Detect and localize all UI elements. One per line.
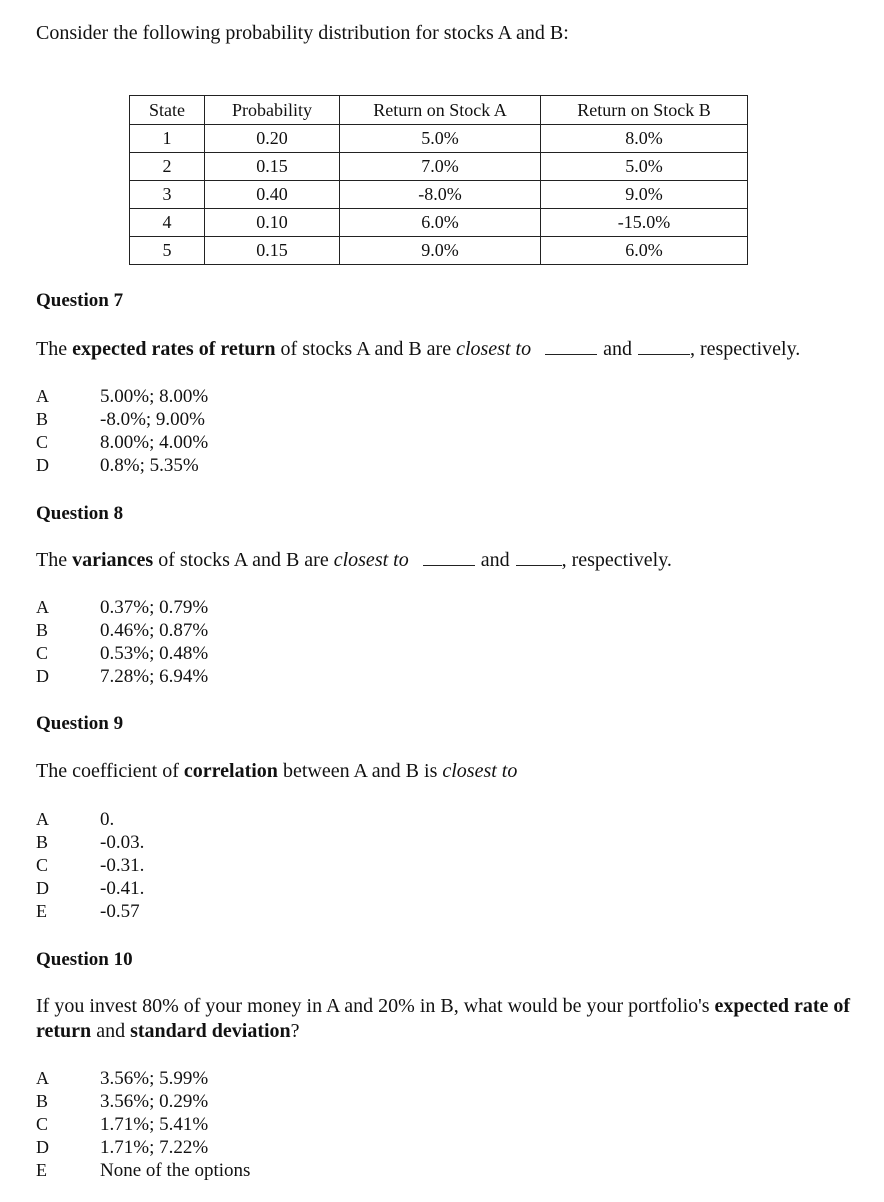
table-row [130,153,748,181]
question-bold-term: variances [72,549,154,571]
question-text-segment: , respectively. [689,338,801,360]
option-text: 0. [100,809,115,830]
question-text-segment: and [603,338,632,360]
table-cell: 5 [130,237,205,265]
question-8-heading: Question 8 [36,503,124,524]
table-cell: 0.20 [205,125,340,153]
table-cell: 0.10 [205,209,340,237]
option-letter: A [36,809,49,829]
option-text: 1.71%; 5.41% [100,1114,209,1135]
answer-blank [516,564,562,566]
table-row [130,237,748,265]
question-9-text [36,760,517,783]
option-letter: C [36,1114,49,1134]
option-text: 3.56%; 5.99% [100,1068,209,1089]
option-text: 0.53%; 0.48% [100,643,209,664]
option-letter: D [36,1137,49,1157]
table-cell: 1 [130,125,205,153]
question-text-segment: between A and B is [277,760,443,782]
question-text-segment: ? [290,1020,300,1042]
question-bold-term: expected rate of return [36,995,851,1042]
question-bold-term: correlation [183,760,278,782]
option-letter: B [36,409,49,429]
question-9-heading: Question 9 [36,713,124,734]
answer-blank [423,564,475,566]
table-cell: 0.15 [205,237,340,265]
question-bold-term: expected rates of return [72,338,276,360]
table-cell: 0.40 [205,181,340,209]
option-text: 0.46%; 0.87% [100,620,209,641]
table-row [130,181,748,209]
table-header-cell: Return on Stock B [541,96,748,125]
table-cell: -8.0% [340,181,541,209]
option-text: 8.00%; 4.00% [100,432,209,453]
question-7-text [36,338,800,361]
table-cell: 5.0% [340,125,541,153]
option-letter: A [36,597,49,617]
question-8-text [36,549,672,572]
option-text: -0.31. [100,855,145,876]
option-text: 0.8%; 5.35% [100,455,199,476]
option-letter: B [36,620,49,640]
option-letter: E [36,901,47,921]
table-cell: 5.0% [541,153,748,181]
table-row [130,209,748,237]
question-bold-term: standard deviation [130,1020,291,1042]
option-text: 1.71%; 7.22% [100,1137,209,1158]
question-7-heading: Question 7 [36,290,124,311]
option-letter: B [36,832,49,852]
table-cell: 9.0% [340,237,541,265]
table-cell: -15.0% [541,209,748,237]
question-text-segment: and [480,549,510,571]
question-text-segment: and [91,1020,131,1042]
table-cell: 6.0% [340,209,541,237]
probability-table [129,95,748,265]
option-letter: A [36,386,49,406]
table-header-cell: Return on Stock A [340,96,541,125]
table-cell: 4 [130,209,205,237]
question-text-segment: of stocks A and B are [153,549,334,571]
option-text: -0.03. [100,832,145,853]
option-text: -0.57 [100,901,140,922]
question-text-segment: , respectively. [561,549,672,571]
table-cell: 9.0% [541,181,748,209]
table-header-cell: Probability [205,96,340,125]
table-header-row [130,96,748,125]
option-letter: B [36,1091,49,1111]
option-letter: D [36,878,49,898]
option-text: 7.28%; 6.94% [100,666,209,687]
option-letter: C [36,643,49,663]
question-italic-term: closest to [456,338,532,360]
question-text-segment: The [36,338,73,360]
table-cell: 3 [130,181,205,209]
table-cell: 8.0% [541,125,748,153]
option-text: -0.41. [100,878,145,899]
question-text-segment: The coefficient of [36,760,184,782]
option-letter: A [36,1068,49,1088]
question-italic-term: closest to [333,549,409,571]
intro-text: Consider the following probability distribution for stocks A and B: [36,22,569,44]
option-letter: C [36,855,49,875]
question-italic-term: closest to [442,760,518,782]
table-cell: 7.0% [340,153,541,181]
option-letter: E [36,1160,47,1180]
question-text-segment: of stocks A and B are [275,338,457,360]
option-letter: D [36,455,49,475]
option-text: 0.37%; 0.79% [100,597,209,618]
answer-blank [545,353,597,355]
question-10-heading: Question 10 [36,949,133,970]
table-cell: 6.0% [541,237,748,265]
answer-blank [638,353,690,355]
option-text: None of the options [100,1160,251,1181]
table-row [130,125,748,153]
option-text: 3.56%; 0.29% [100,1091,209,1112]
table-cell: 0.15 [205,153,340,181]
question-10-text [36,994,856,1044]
question-text-segment: If you invest 80% of your money in A and 20% in B, what would be your portfolio's [36,995,715,1017]
table-header-cell: State [130,96,205,125]
option-text: -8.0%; 9.00% [100,409,206,430]
table-cell: 2 [130,153,205,181]
option-letter: C [36,432,49,452]
option-text: 5.00%; 8.00% [100,386,209,407]
option-letter: D [36,666,49,686]
question-text-segment: The [36,549,73,571]
